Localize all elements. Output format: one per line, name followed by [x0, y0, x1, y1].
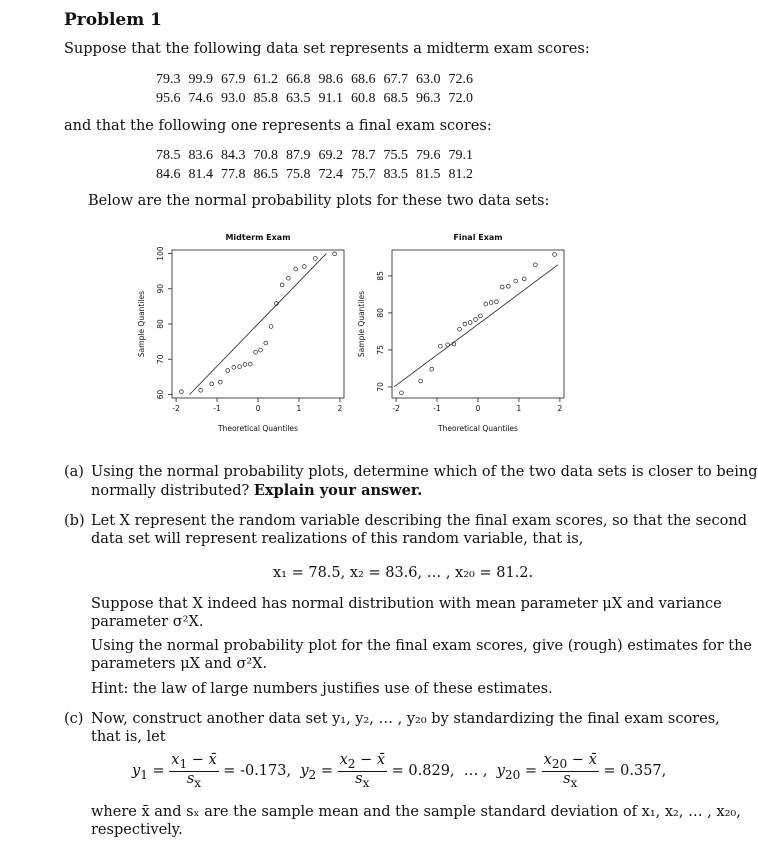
- data-cell: 83.5: [383, 166, 408, 182]
- data-cell: 77.8: [221, 166, 246, 182]
- part-b-line-2: data set will represent realizations of this random variable, that is,: [91, 531, 584, 547]
- part-b-line-6: parameters μX and σ²X.: [91, 656, 268, 672]
- data-cell: 61.2: [253, 71, 278, 87]
- data-point: [500, 285, 504, 289]
- data-cell: 85.8: [253, 90, 278, 106]
- fraction-1: $\frac{x_1 - x̄}{s_x}$: [171, 752, 217, 790]
- data-point: [264, 341, 268, 345]
- data-cell: 86.5: [253, 166, 278, 182]
- x-tick-label: 2: [557, 404, 563, 413]
- part-c-label: (c): [64, 711, 84, 727]
- y20-value: 0.357: [620, 763, 662, 780]
- x-tick-label: -1: [213, 404, 221, 413]
- data-cell: 81.5: [416, 166, 441, 182]
- data-point: [533, 263, 537, 267]
- part-b-line-4: parameter σ²X.: [91, 614, 204, 630]
- reference-line: [190, 254, 327, 395]
- data-cell: 95.6: [156, 90, 181, 106]
- data-cell: 91.1: [318, 90, 343, 106]
- data-point: [294, 267, 298, 271]
- data-point: [218, 380, 222, 384]
- y-axis-label: Sample Quantiles: [357, 290, 366, 358]
- data-cell: 60.8: [351, 90, 376, 106]
- data-cell: 79.6: [416, 147, 441, 163]
- y-tick-label: 70: [376, 382, 385, 392]
- data-cell: 75.5: [383, 147, 408, 163]
- data-cell: 75.7: [351, 166, 376, 182]
- data-cell: 68.6: [351, 71, 376, 87]
- y-tick-label: 80: [376, 308, 385, 318]
- data-cell: 81.2: [448, 166, 473, 182]
- intro-text: Suppose that the following data set represents a midterm exam scores:: [64, 41, 590, 57]
- plot-title: Midterm Exam: [225, 233, 291, 242]
- x-tick-label: 0: [475, 404, 481, 413]
- data-point: [506, 284, 510, 288]
- part-b-label: (b): [64, 513, 85, 529]
- y-tick-label: 100: [156, 246, 165, 261]
- standardization-equation: $y_1$ = $\frac{x_1 - x̄}{s_x}$ = -0.173, $y_2$ = $\frac{x_2 - x̄}{s_x}$ = 0.829, … , $y_{20}$ = $\frac{x_{20} - x̄}{s_x}$ = 0.357,: [132, 752, 667, 790]
- data-point: [474, 318, 478, 322]
- data-point: [400, 391, 404, 395]
- data-cell: 68.5: [383, 90, 408, 106]
- data-point: [254, 350, 258, 354]
- part-b-hint: Hint: the law of large numbers justifies use of these estimates.: [91, 681, 553, 697]
- data-cell: 78.7: [351, 147, 376, 163]
- part-c-line-2: that is, let: [91, 729, 166, 745]
- data-point: [313, 257, 317, 261]
- qq-plots: [130, 222, 590, 440]
- data-cell: 87.9: [286, 147, 311, 163]
- data-point: [446, 343, 450, 347]
- data-cell: 63.0: [416, 71, 441, 87]
- data-cell: 79.3: [156, 71, 181, 87]
- fraction-20: $\frac{x_{20} - x̄}{s_x}$: [543, 752, 597, 790]
- x-tick-label: -2: [392, 404, 400, 413]
- data-point: [479, 314, 483, 318]
- y-tick-label: 90: [156, 283, 165, 294]
- plot-title: Final Exam: [453, 233, 503, 242]
- final-intro-text: and that the following one represents a final exam scores:: [64, 118, 492, 134]
- x-tick-label: -1: [433, 404, 441, 413]
- data-point: [280, 283, 284, 287]
- fraction-2: $\frac{x_2 - x̄}{s_x}$: [339, 752, 386, 790]
- part-a-question: normally distributed?: [91, 483, 250, 499]
- data-point: [522, 277, 526, 281]
- part-c-line-3: where x̄ and sₓ are the sample mean and the sample standard deviation of x₁, x₂, … , x₂₀,: [91, 804, 741, 820]
- data-cell: 67.9: [221, 71, 246, 87]
- data-point: [489, 301, 493, 305]
- data-cell: 78.5: [156, 147, 181, 163]
- y-tick-label: 70: [156, 354, 165, 365]
- y1-value: -0.173: [240, 763, 287, 780]
- y-tick-label: 80: [156, 319, 165, 329]
- part-b-equation: x₁ = 78.5, x₂ = 83.6, … , x₂₀ = 81.2.: [273, 565, 534, 581]
- data-point: [419, 379, 423, 383]
- data-point: [302, 265, 306, 269]
- data-cell: 79.1: [448, 147, 473, 163]
- data-cell: 93.0: [221, 90, 246, 106]
- data-point: [553, 253, 557, 257]
- data-point: [238, 365, 242, 369]
- x-tick-label: 0: [255, 404, 261, 413]
- data-point: [514, 279, 518, 283]
- data-cell: 69.2: [318, 147, 343, 163]
- data-point: [484, 302, 488, 306]
- data-point: [333, 252, 337, 256]
- data-cell: 72.4: [318, 166, 343, 182]
- midterm-row-2: [152, 89, 477, 108]
- part-a-instruction: Explain your answer.: [253, 482, 423, 499]
- problem-title: Problem 1: [64, 10, 162, 30]
- data-point: [248, 362, 252, 366]
- reference-line: [394, 265, 558, 387]
- data-point: [286, 276, 290, 280]
- data-point: [269, 325, 273, 329]
- data-cell: 98.6: [318, 71, 343, 87]
- part-c-line-4: respectively.: [91, 822, 183, 838]
- final-row-2: [152, 165, 477, 184]
- data-point: [495, 300, 499, 304]
- midterm-row-1: [152, 70, 477, 89]
- data-point: [458, 327, 462, 331]
- data-point: [226, 369, 230, 373]
- plots-intro-text: Below are the normal probability plots for these two data sets:: [88, 193, 550, 209]
- data-point: [438, 344, 442, 348]
- y-tick-label: 60: [156, 389, 165, 400]
- data-point: [430, 367, 434, 371]
- data-point: [463, 322, 467, 326]
- data-cell: 72.0: [448, 90, 473, 106]
- data-cell: 84.3: [221, 147, 246, 163]
- part-b-line-3: Suppose that X indeed has normal distribution with mean parameter μX and variance: [91, 596, 722, 612]
- data-cell: 70.8: [253, 147, 278, 163]
- data-point: [468, 321, 472, 325]
- part-a-line-2: [91, 482, 422, 499]
- data-cell: 96.3: [416, 90, 441, 106]
- data-cell: 74.6: [188, 90, 213, 106]
- data-cell: 75.8: [286, 166, 311, 182]
- part-c-line-1: Now, construct another data set y₁, y₂, … , y₂₀ by standardizing the final exam scores,: [91, 711, 720, 727]
- midterm-data-table: [152, 70, 477, 108]
- x-tick-label: 2: [337, 404, 343, 413]
- data-cell: 63.5: [286, 90, 311, 106]
- y-tick-label: 75: [376, 345, 385, 355]
- part-b-line-1: Let X represent the random variable describing the final exam scores, so that the second: [91, 513, 747, 529]
- final-row-1: [152, 146, 477, 165]
- x-tick-label: 1: [296, 404, 302, 413]
- x-tick-label: -2: [172, 404, 180, 413]
- data-cell: 84.6: [156, 166, 181, 182]
- x-axis-label: Theoretical Quantiles: [438, 424, 518, 433]
- data-point: [180, 390, 184, 394]
- part-a-label: (a): [64, 464, 84, 480]
- data-point: [243, 363, 247, 367]
- x-tick-label: 1: [516, 404, 522, 413]
- data-cell: 99.9: [188, 71, 213, 87]
- data-point: [232, 365, 236, 369]
- data-cell: 66.8: [286, 71, 311, 87]
- x-axis-label: Theoretical Quantiles: [218, 424, 298, 433]
- data-point: [199, 388, 203, 392]
- y-axis-label: Sample Quantiles: [137, 290, 146, 358]
- part-b-line-5: Using the normal probability plot for the final exam scores, give (rough) estimates for the: [91, 638, 752, 654]
- data-point: [259, 348, 263, 352]
- y2-value: 0.829: [408, 763, 450, 780]
- data-cell: 67.7: [383, 71, 408, 87]
- data-cell: 81.4: [188, 166, 213, 182]
- part-a-line-1: Using the normal probability plots, determine which of the two data sets is closer to being: [91, 464, 758, 480]
- y-tick-label: 85: [376, 271, 385, 281]
- final-data-table: [152, 146, 477, 184]
- data-cell: 83.6: [188, 147, 213, 163]
- data-point: [210, 382, 214, 386]
- data-cell: 72.6: [448, 71, 473, 87]
